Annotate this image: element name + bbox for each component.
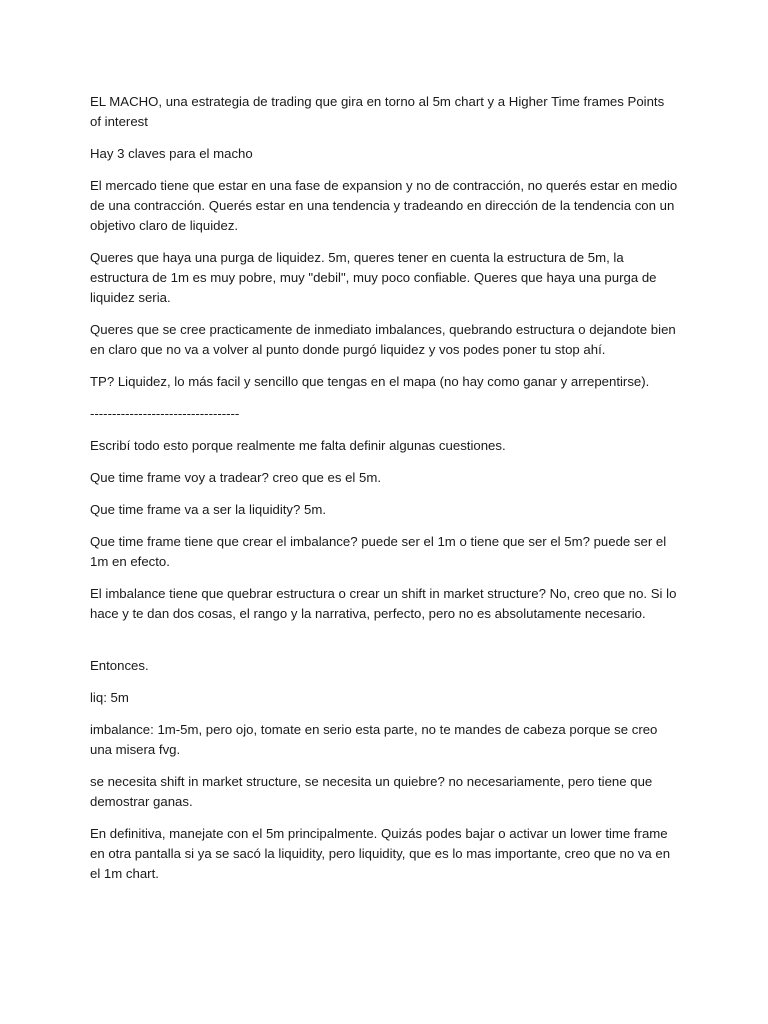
paragraph-definitiva: En definitiva, manejate con el 5m principalmente. Quizás podes bajar o activar un lower time frame en otra pantalla si ya se sacó la liquidity, pero liquidity, que es lo mas importante, creo que no va en el 1m chart. bbox=[90, 826, 671, 881]
summary-imbalance: imbalance: 1m-5m, pero ojo, tomate en serio esta parte, no te mandes de cabeza porque se creo una misera fvg. bbox=[90, 722, 658, 757]
paragraph-claves: Hay 3 claves para el macho bbox=[90, 146, 253, 161]
separator-line: ---------------------------------- bbox=[90, 406, 240, 421]
question-time-frame-liquidity: Que time frame va a ser la liquidity? 5m. bbox=[90, 502, 327, 517]
paragraph-purga: Queres que haya una purga de liquidez. 5m, queres tener en cuenta la estructura de 5m, la estructura de 1m es muy pobre, muy "debil", muy poco confiable. Queres que haya una purga de liquidez seria. bbox=[90, 250, 657, 305]
summary-liq: liq: 5m bbox=[90, 690, 129, 705]
summary-shift: se necesita shift in market structure, se necesita un quiebre? no necesariamente, pero tiene que demostrar ganas. bbox=[90, 774, 653, 809]
question-time-frame-imbalance: Que time frame tiene que crear el imbalance? puede ser el 1m o tiene que ser el 5m? puede ser el 1m en efecto. bbox=[90, 534, 667, 569]
paragraph-tp: TP? Liquidez, lo más facil y sencillo que tengas en el mapa (no hay como ganar y arrepentirse). bbox=[90, 374, 650, 389]
question-time-frame-tradear: Que time frame voy a tradear? creo que es el 5m. bbox=[90, 470, 381, 485]
document-body bbox=[90, 92, 678, 896]
document-title: EL MACHO, una estrategia de trading que gira en torno al 5m chart y a Higher Time frames Points of interest bbox=[90, 94, 665, 129]
paragraph-imbalance-estructura: El imbalance tiene que quebrar estructura o crear un shift in market structure? No, creo que no. Si lo hace y te dan dos cosas, el rango y la narrativa, perfecto, pero no es absolutamente necesario. bbox=[90, 586, 677, 621]
paragraph-escribi: Escribí todo esto porque realmente me falta definir algunas cuestiones. bbox=[90, 438, 506, 453]
paragraph-mercado: El mercado tiene que estar en una fase de expansion y no de contracción, no querés estar en medio de una contracción. Querés estar en una tendencia y tradeando en dirección de la tendencia con un objetivo claro de liquidez. bbox=[90, 178, 678, 233]
paragraph-imbalances: Queres que se cree practicamente de inmediato imbalances, quebrando estructura o dejandote bien en claro que no va a volver al punto donde purgó liquidez y vos podes poner tu stop ahí. bbox=[90, 322, 676, 357]
paragraph-entonces: Entonces. bbox=[90, 658, 149, 673]
